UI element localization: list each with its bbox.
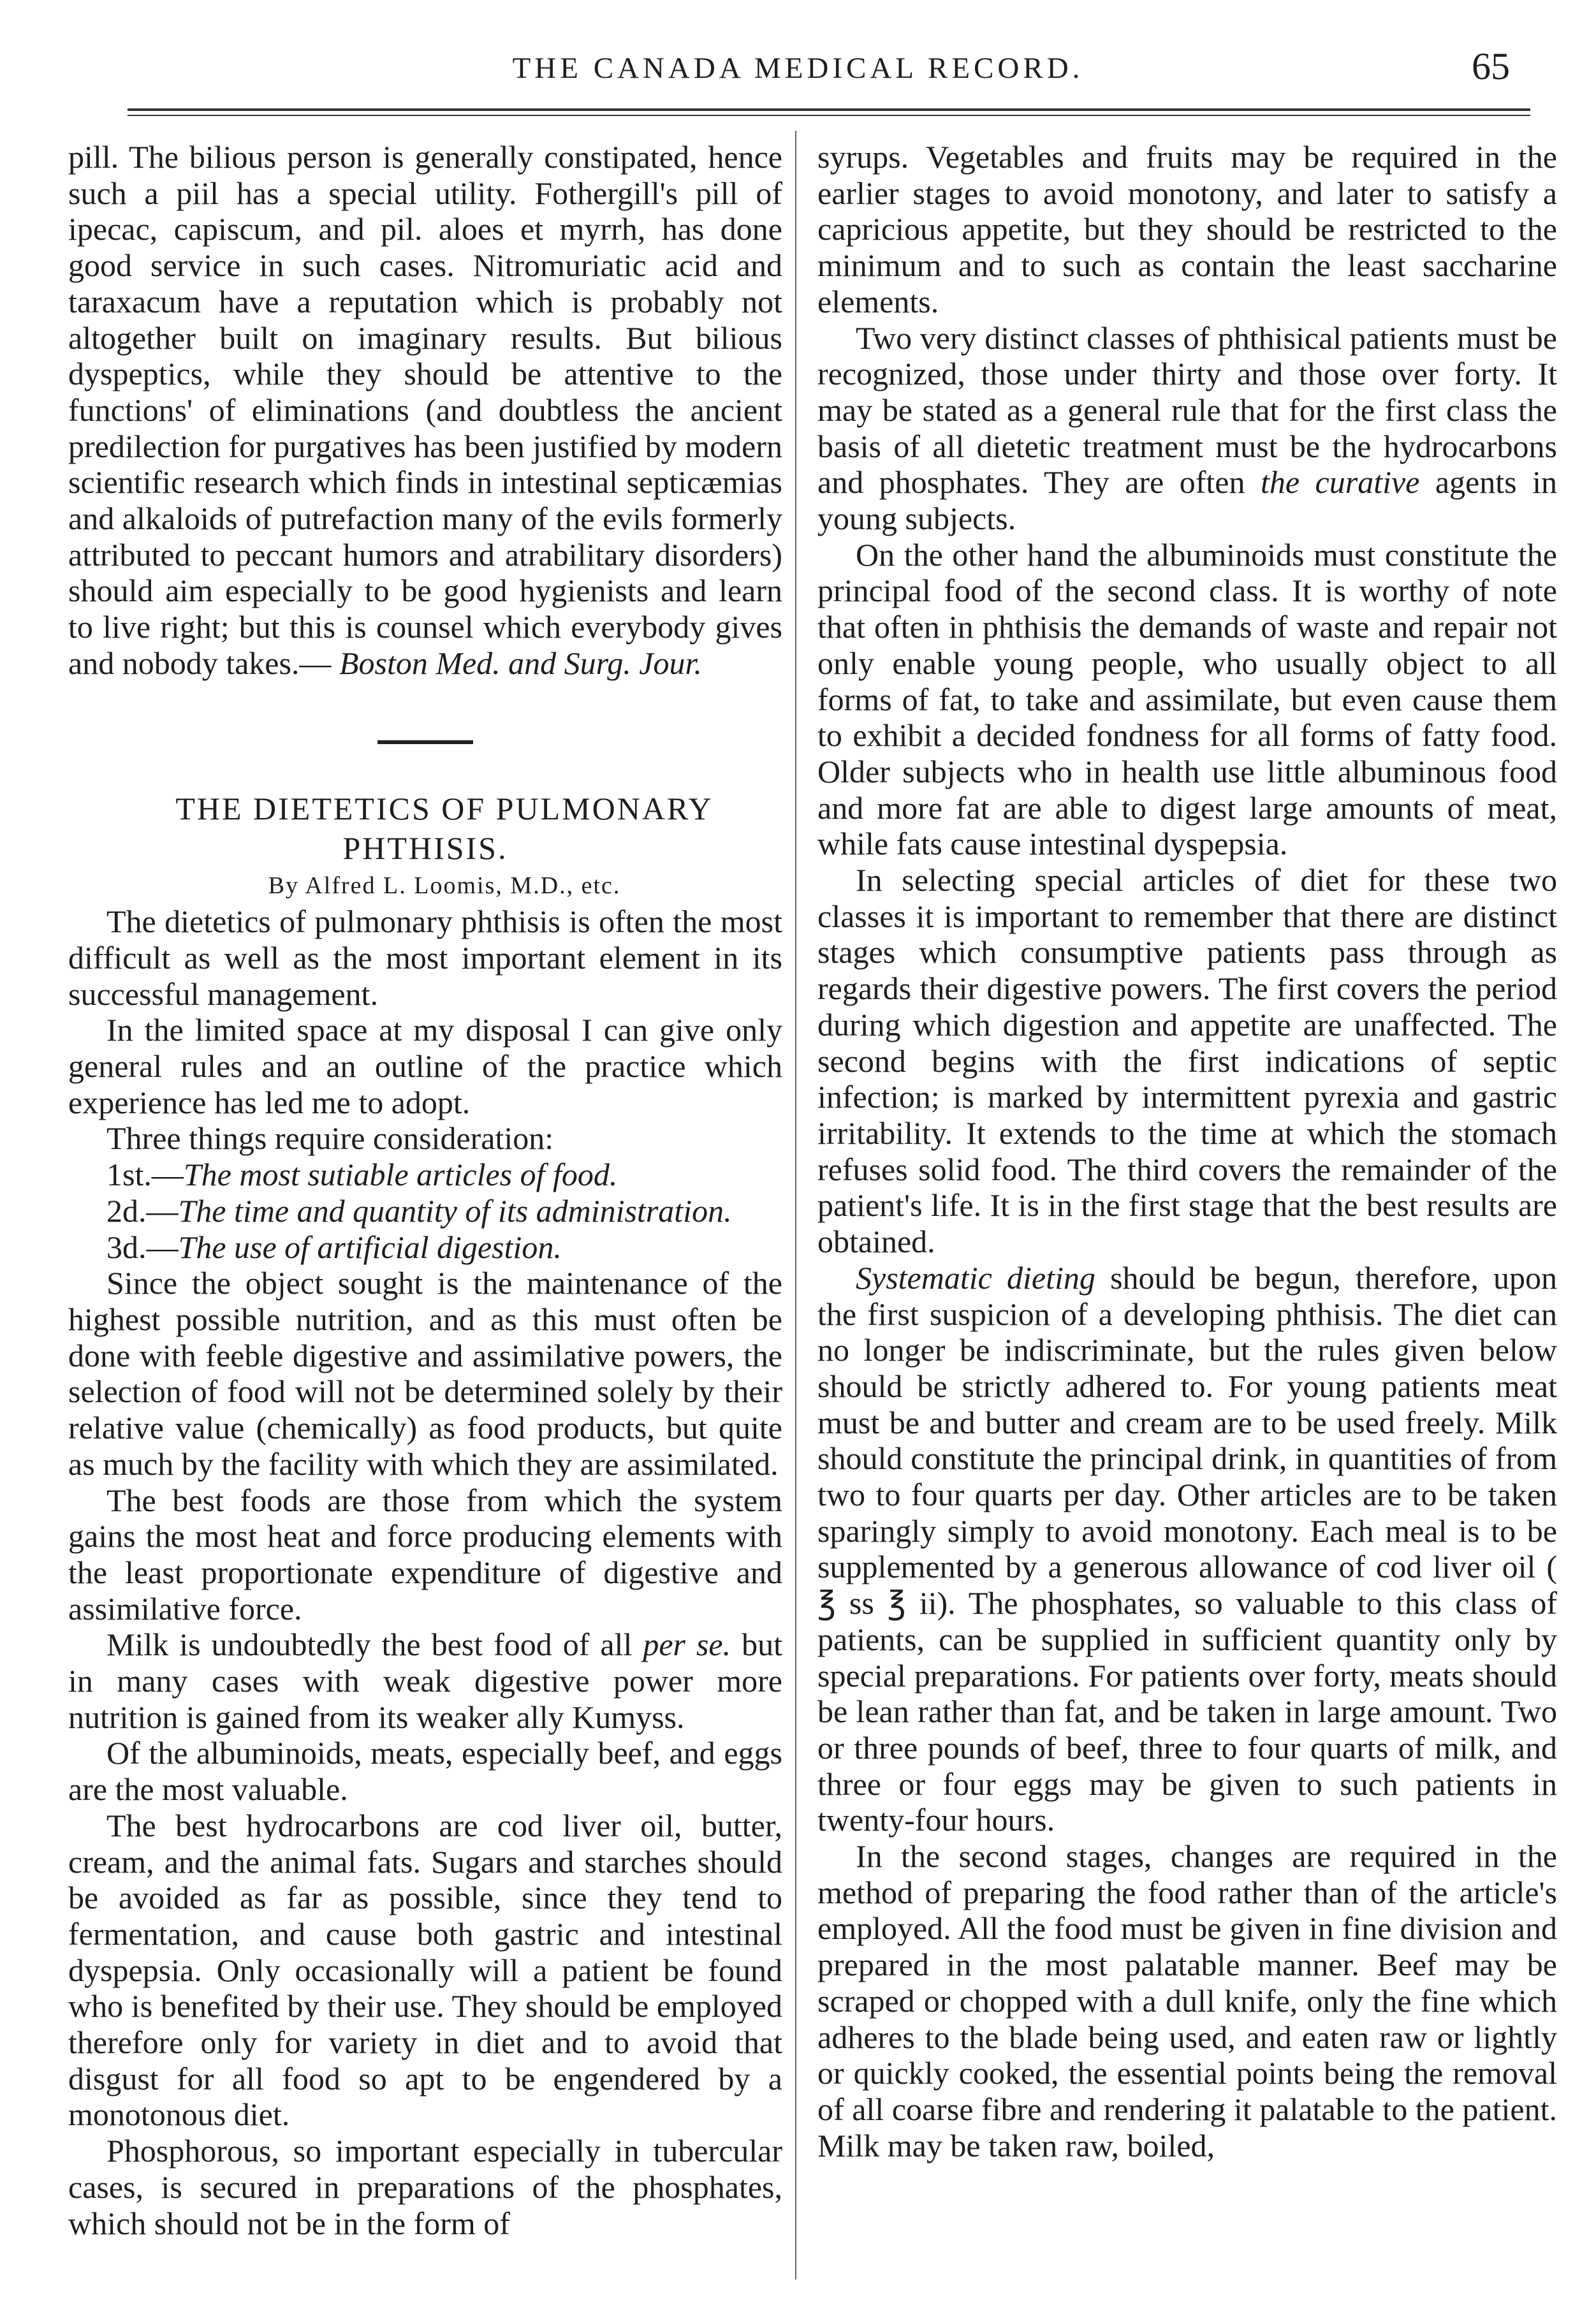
list-item — [68, 1229, 782, 1266]
right-column — [817, 139, 1557, 2163]
header-rule — [128, 108, 1530, 111]
paragraph: In selecting special articles of diet for these two classes it is important to remember that there are distinct stages which consumptive patients pass through as regards their digestive powers. The first covers the period during which digestion and appetite are unaffected. The second begins with the first indications of septic infection; is marked by intermittent pyrexia and gastric irritability. It extends to the time at which the stomach refuses solid food. The third covers the remainder of the patient's life. It is in the first stage that the best results are obtained. — [817, 862, 1557, 1260]
paragraph: Of the albuminoids, meats, especially beef, and eggs are the most valuable. — [68, 1735, 782, 1808]
paragraph-text: but in many cases with weak digestive power more nutrition is gained from its weaker ally Kumyss. — [68, 1627, 782, 1735]
list-text: The use of artificial digestion. — [178, 1229, 562, 1265]
paragraph: The best hydrocarbons are cod liver oil, butter, cream, and the animal fats. Sugars and starches should be avoided as far as possible, since they tend to fermentation, and cause both gastric and intestinal dyspepsia. Only occasionally will a patient be found who is benefited by their use. They should be employed therefore only for variety in diet and to avoid that disgust for all food so apt to be engendered by a monotonous diet. — [68, 1807, 782, 2133]
list-number: 1st.— — [106, 1157, 184, 1193]
emphasis: the curative — [1260, 464, 1420, 501]
paragraph — [817, 320, 1557, 537]
paragraph: In the second stages, changes are required in the method of preparing the food rather than of the article's employed. All the food must be given in fine division and prepared in the most palatable manner. Beef may be scraped or chopped with a dull knife, only the fine which adheres to the blade being used, and eaten raw or lightly or quickly cooked, the essential points being the removal of all coarse fibre and rendering it palatable to the patient. Milk may be taken raw, boiled, — [817, 1838, 1557, 2163]
list-text: The time and quantity of its administration. — [178, 1192, 732, 1229]
paragraph — [68, 1627, 782, 1735]
list-item — [68, 1193, 782, 1229]
article-title-line2: PHTHISIS. — [342, 830, 508, 866]
byline: By Alfred L. Loomis, M.D., etc. — [268, 872, 621, 899]
emphasis: Systematic dieting — [856, 1259, 1095, 1296]
paragraph: The dietetics of pulmonary phthisis is often the most difficult as well as the most important element in its successful management. — [68, 904, 782, 1012]
continued-text: pill. The bilious person is generally constipated, hence such a piil has a special utility. Fothergill's pill of ipecac, capiscum, and pil. aloes et myrrh, has done good service in such cases. Nitromuriatic acid and taraxacum have a reputation which is probably not altogether built on imaginary results. But bilious dyspeptics, while they should be attentive to the functions' of eliminations (and doubtless the ancient predilection for purgatives has been justified by modern scientific research which finds in intestinal septicæmias and alkaloids of putrefaction many of the evils formerly attributed to peccant humors and atrabilitary disorders) should aim especially to be good hygienists and learn to live right; but this is counsel which everybody gives and nobody takes.— — [68, 139, 782, 681]
header-rule-thin — [128, 115, 1530, 116]
continued-paragraph — [68, 139, 782, 682]
paragraph-text: agents in young subjects. — [817, 464, 1557, 537]
continued-paragraph: syrups. Vegetables and fruits may be required in the earlier stages to avoid monotony, and later to satisfy a capricious appetite, but they should be restricted to the minimum and to such as contain the least saccharine elements. — [817, 139, 1557, 319]
page-number: 65 — [1472, 45, 1510, 87]
column-divider — [795, 131, 796, 2279]
paragraph: The best foods are those from which the system gains the most heat and force producing elements with the least proportionate expenditure of digestive and assimilative force. — [68, 1482, 782, 1627]
emphasis: per se. — [643, 1627, 731, 1663]
list-item — [68, 1157, 782, 1193]
article-separator — [377, 740, 473, 744]
paragraph: In the limited space at my disposal I can give only general rules and an outline of the practice which experience has led me to adopt. — [68, 1012, 782, 1120]
article-title — [68, 789, 782, 868]
paragraph-text: Milk is undoubtedly the best food of all — [106, 1627, 643, 1663]
paragraph: On the other hand the albuminoids must constitute the principal food of the second class. It is worthy of note that often in phthisis the demands of waste and repair not only enable young people, who usually object to all forms of fat, to take and assimilate, but even cause them to exhibit a decided fondness for all forms of fatty food. Older subjects who in health use little albuminous food and more fat are able to digest large amounts of meat, while fats cause intestinal dyspepsia. — [817, 536, 1557, 862]
paragraph: Since the object sought is the maintenance of the highest possible nutrition, and as this must often be done with feeble digestive and assimilative powers, the selection of food will not be determined solely by their relative value (chemically) as food products, but quite as much by the facility with which they are assimilated. — [68, 1265, 782, 1482]
paragraph: Three things require consideration: — [106, 1120, 554, 1157]
citation: Boston Med. and Surg. Jour. — [339, 645, 702, 681]
list-text: The most sutiable articles of food. — [183, 1157, 618, 1193]
running-head — [0, 19, 1596, 89]
article-title-line1: THE DIETETICS OF PULMONARY — [175, 790, 714, 826]
paragraph-text: should be begun, therefore, upon the first suspicion of a developing phthisis. The diet can no longer be indiscriminate, but the rules given below should be strictly adhered to. For young patients meat must be and butter and cream are to be used freely. Milk should constitute the principal drink, in quantities of from two to four quarts per day. Other articles are to be taken sparingly simply to avoid monotony. Each meal is to be supplemented by a generous allowance of cod liver oil ( ℥ ss ℥ ii). The phosphates, so valuable to this class of patients, can be supplied in sufficient quantity only by special preparations. For patients over forty, meats should be lean rather than fat, and be taken in large amount. Two or three pounds of beef, three to four quarts of milk, and three or four eggs may be given to such patients in twenty-four hours. — [817, 1259, 1558, 1838]
list-number: 2d.— — [106, 1192, 179, 1229]
paragraph: Phosphorous, so important especially in tubercular cases, is secured in preparations of the phosphates, which should not be in the form of — [68, 2133, 782, 2241]
list-number: 3d.— — [106, 1229, 179, 1265]
paragraph — [817, 1260, 1557, 1838]
journal-title: THE CANADA MEDICAL RECORD. — [512, 52, 1084, 85]
paragraph-text: Two very distinct classes of phthisical patients must be recognized, those under thirty and those over forty. It may be stated as a general rule that for the first class the basis of all dietetic treatment must be the hydrocarbons and phosphates. They are often — [817, 319, 1557, 501]
left-column — [68, 139, 782, 2241]
